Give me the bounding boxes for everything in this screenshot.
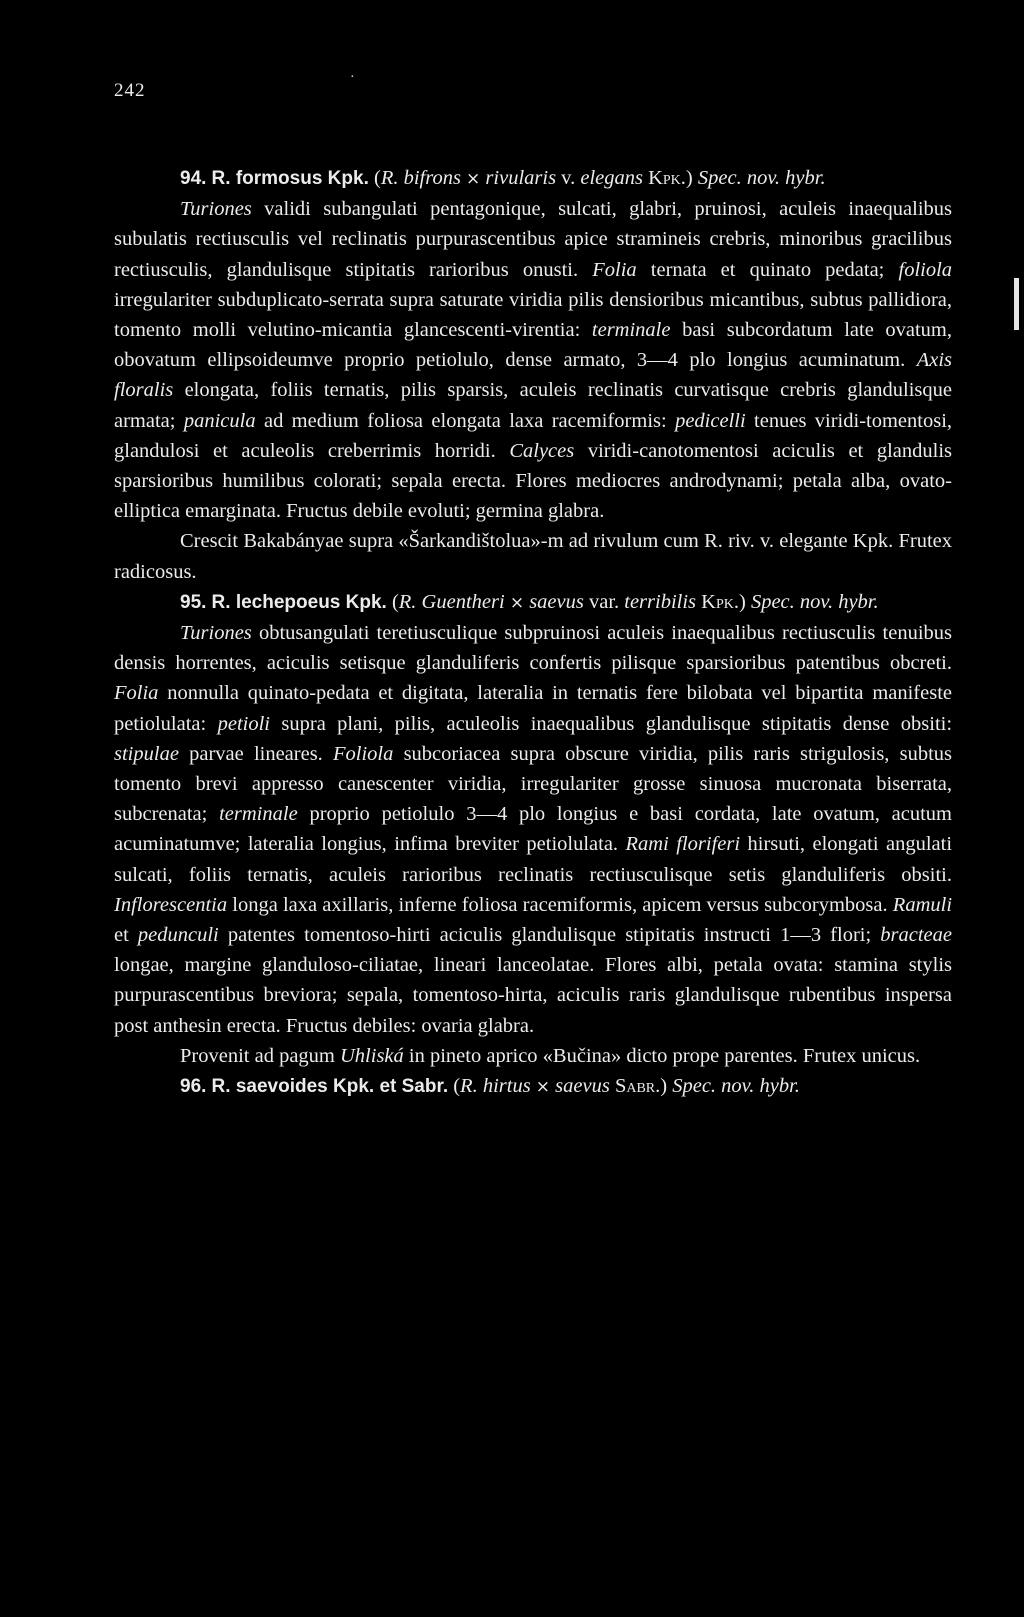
term: Turiones: [180, 198, 252, 221]
text-run: ternata et quinato pedata;: [650, 258, 885, 281]
term: Folia: [592, 258, 637, 281]
term: pedunculi: [137, 924, 219, 947]
entry-95-parent2-varname: terribilis: [624, 590, 697, 613]
text-run: viridi-canotomentosi aciculis et glandulis sparsioribus humilibus colorati; sepala erecta. Flores mediocres androdynami; petala alba, ovato-elliptica emarginata. Fructus debile evoluti; germina glabra.: [114, 439, 953, 523]
entry-95-parent2: saevus: [529, 590, 584, 613]
term: terminale: [219, 803, 298, 826]
text-run: elongata, foliis ternatis, pilis sparsis, aculeis reclinatis curvatisque crebris glandulisque armata;: [114, 379, 952, 432]
entry-96-parent1: R. hirtus: [460, 1075, 531, 1098]
text-run: obtusangulati teretiusculique subpruinosi aculeis inaequalibus rectiusculis tenuibus densis horrentes, aciculis setisque glanduliferis confertis pilisque sparsioribus patentibus obcreti.: [114, 622, 952, 675]
entry-94-parent2-var: v.: [561, 167, 576, 189]
text-run: ad medium foliosa elongata laxa racemiformis:: [263, 409, 667, 432]
term: panicula: [183, 409, 256, 432]
text-run: subcoriacea supra obscure viridia, pilis raris strigulosis, subtus tomento brevi appresso canescenter viridia, irregulariter grosse sinuosa mucronata biserrata, subcrenata;: [114, 742, 953, 826]
entry-96-name: R. saevoides Kpk. et Sabr.: [211, 1076, 449, 1098]
entry-96-close-paren: ): [660, 1075, 668, 1098]
term: Inflorescentia: [114, 893, 228, 916]
entry-94-parent2-varname: elegans: [580, 167, 643, 189]
entry-95-close-paren: ): [738, 590, 746, 613]
entry-95-parent2-var: var.: [588, 590, 620, 613]
text-run: nonnulla quinato-pedata et digitata, lateralia in ternatis fere bilobata vel bipartita manifeste petiolulata:: [114, 682, 953, 735]
entry-96-cross: ×: [535, 1077, 551, 1098]
entry-95-locality: [114, 1041, 952, 1071]
text-run: basi subcordatum late ovatum, obovatum ellipsoideumve proprio petiolulo, dense armato, 3—4 plo longius acuminatum.: [114, 319, 953, 372]
term: Calyces: [509, 439, 575, 462]
text-run: validi subangulati pentagonique, sulcati, glabri, pruinosi, aculeis inaequalibus subulatis rectiusculis vel reclinatis purpurascentibus apice stramineis crebris, minoribus gracilibus rectiusculis, glandulisque stipitatis rarioribus onusti.: [114, 198, 953, 281]
text-run: longae, margine glanduloso-ciliatae, lineari lanceolatae. Flores albi, petala ovata: stamina stylis purpurascentibus breviora; sepala, tomentoso-hirta, aciculis raris glandulisque rubentibus inspersa post anthesin erecta. Fructus debiles: ovaria glabra.: [114, 954, 952, 1037]
entry-96-open-paren: (: [453, 1075, 461, 1098]
page-text: [114, 163, 952, 1102]
text-run: patentes tomentoso-hirti aciculis glandulisque stipitatis instructi 1—3 flori;: [227, 924, 872, 947]
entry-94-heading: [114, 163, 952, 194]
entry-96-authority: Sabr.: [614, 1075, 661, 1098]
term: Turiones: [180, 622, 252, 645]
entry-94-authority: Kpk.: [648, 167, 686, 189]
entry-94-close-paren: ): [685, 167, 693, 189]
text-run: parvae lineares.: [189, 742, 323, 765]
text-run: tenues viridi-tomentosi, glandulosi et aculeolis creberrimis horridi.: [114, 409, 953, 462]
term: terminale: [591, 319, 671, 342]
term: Foliola: [333, 742, 394, 765]
entry-94-name: R. formosus Kpk.: [211, 168, 369, 189]
text-run: supra plani, pilis, aculeolis inaequalibus glandulisque stipitatis dense obsiti:: [281, 712, 953, 735]
term: Ramuli: [892, 893, 953, 916]
entry-96-parent2: saevus: [555, 1075, 610, 1098]
entry-94-cross: ×: [466, 169, 481, 189]
entry-95-heading: [114, 587, 952, 618]
entry-95-parent1: R. Guentheri: [398, 590, 505, 613]
entry-96-number: 96.: [180, 1076, 207, 1098]
entry-95-open-paren: (: [391, 590, 399, 613]
margin-bar: [1014, 278, 1019, 330]
entry-96-status: Spec. nov. hybr.: [672, 1075, 800, 1098]
text-run: et: [114, 924, 129, 947]
entry-94-open-paren: (: [373, 167, 381, 189]
term: stipulae: [114, 742, 179, 765]
term: Axis floralis: [114, 349, 952, 402]
entry-95-status: Spec. nov. hybr.: [750, 590, 879, 613]
text-run: Provenit ad pagum: [180, 1044, 335, 1067]
entry-95-name: R. lechepoeus Kpk.: [211, 591, 387, 613]
entry-94-status: Spec. nov. hybr.: [697, 167, 826, 189]
entry-94-number: 94.: [180, 168, 207, 189]
entry-94-parent1: R. bifrons: [380, 167, 461, 189]
term: pedicelli: [675, 409, 746, 432]
entry-94-parent2: rivularis: [485, 167, 557, 189]
entry-95-authority: Kpk.: [701, 590, 739, 613]
term: petioli: [217, 712, 271, 735]
entry-95-description: [114, 618, 952, 1041]
entry-95-cross: ×: [509, 592, 525, 613]
text-run: proprio petiolulo 3—4 plo longius e basi cordata, late ovatum, acutum acuminatumve; lateralia longius, infima breviter petiolulata.: [114, 803, 952, 856]
text-run: hirsuti, elongati angulati sulcati, foliis ternatis, aculeis rarioribus reclinatis rectiusculisque setis glanduliferis obsiti.: [114, 833, 953, 886]
term: Rami floriferi: [625, 833, 741, 856]
text-run: longa laxa axillaris, inferne foliosa racemiformis, apicem versus subcorymbosa.: [232, 893, 888, 916]
term: bracteae: [880, 924, 953, 947]
text-run: irregulariter subduplicato-serrata supra saturate viridia pilis densioribus micantibus, subtus pallidiora, tomento molli velutino-micantia glancescenti-virentia:: [114, 288, 952, 342]
entry-95-number: 95.: [180, 591, 207, 613]
place-name: Uhliská: [340, 1044, 404, 1067]
page-dot: ·: [350, 70, 355, 85]
term: foliola: [898, 258, 953, 281]
entry-94-locality: Crescit Bakabányae supra «Šarkandištolua»-m ad rivulum cum R. riv. v. elegante Kpk. Frutex radicosus.: [114, 530, 952, 583]
term: Folia: [114, 682, 159, 705]
text-run: in pineto aprico «Bučina» dicto prope parentes. Frutex unicus.: [408, 1044, 921, 1067]
entry-94-description: [114, 194, 952, 526]
entry-96-heading: [114, 1071, 952, 1102]
page-number: 242: [114, 80, 146, 101]
